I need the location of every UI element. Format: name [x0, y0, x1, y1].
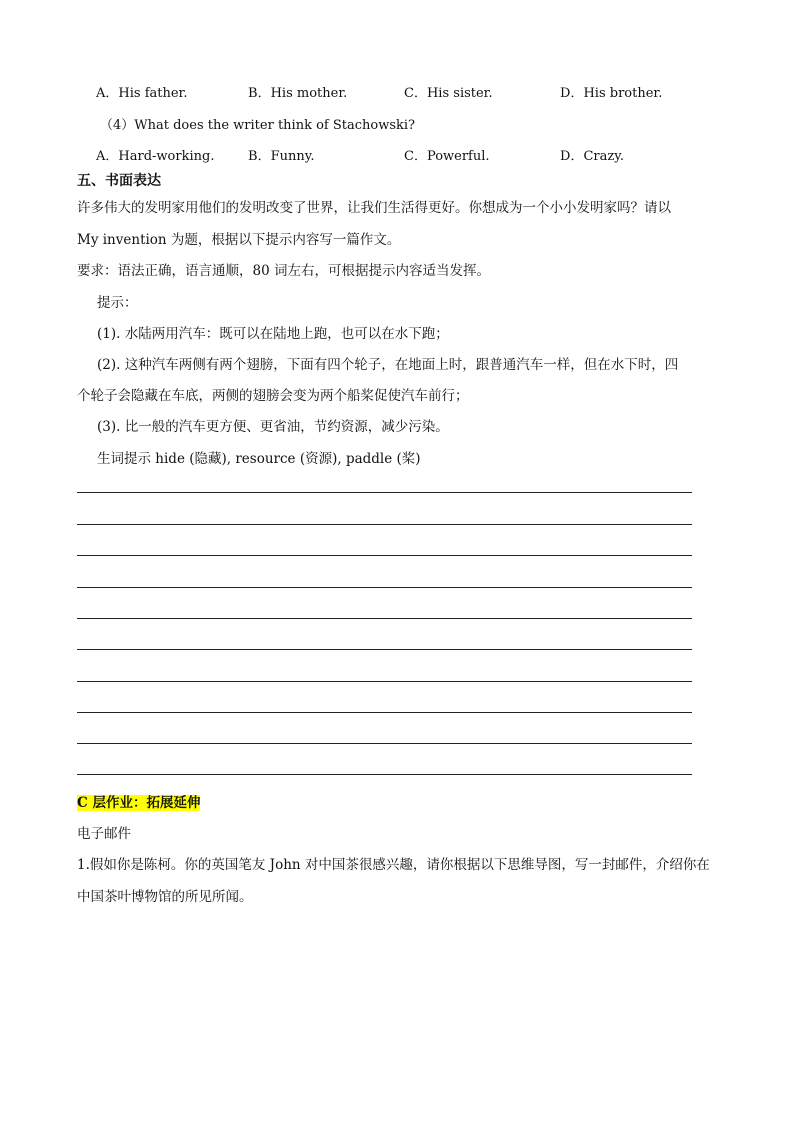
q3-option-d[interactable]: D．His brother.	[560, 86, 663, 101]
writing-line[interactable]	[77, 618, 692, 619]
q4-option-d[interactable]: D．Crazy.	[560, 149, 624, 164]
section5-hint2-line1: (2). 这种汽车两侧有两个翅膀，下面有四个轮子，在地面上时，跟普通汽车一样，但在水下时，四	[97, 357, 679, 373]
writing-line[interactable]	[77, 555, 692, 556]
section5-vocab: 生词提示 hide (隐藏), resource (资源), paddle (桨)	[97, 451, 421, 467]
q4-options	[0, 145, 794, 165]
q3-option-c[interactable]: C．His sister.	[404, 86, 493, 101]
section5-requirement: 要求：语法正确，语言通顺，80 词左右，可根据提示内容适当发挥。	[77, 263, 490, 279]
section5-hint3: (3). 比一般的汽车更方便、更省油，节约资源，减少污染。	[97, 419, 449, 435]
q3-option-b[interactable]: B．His mother.	[248, 86, 348, 101]
q3-options	[0, 82, 794, 102]
section5-intro-line2: My invention 为题，根据以下提示内容写一篇作文。	[77, 232, 401, 248]
writing-line[interactable]	[77, 524, 692, 525]
sectionC-task-line2: 中国茶叶博物馆的所见所闻。	[77, 889, 253, 905]
section5-hint1: (1). 水陆两用汽车：既可以在陆地上跑，也可以在水下跑；	[97, 326, 449, 342]
sectionC-title-highlight: C 层作业：拓展延伸	[77, 795, 201, 811]
writing-line[interactable]	[77, 649, 692, 650]
sectionC-subtitle: 电子邮件	[77, 826, 131, 842]
writing-line[interactable]	[77, 587, 692, 588]
sectionC-title	[77, 791, 200, 811]
writing-line[interactable]	[77, 743, 692, 744]
section5-title: 五、书面表达	[77, 173, 161, 189]
writing-line[interactable]	[77, 712, 692, 713]
writing-line[interactable]	[77, 774, 692, 775]
section5-hint-label: 提示：	[97, 295, 138, 311]
q4-question: （4）What does the writer think of Stachowski?	[100, 118, 416, 133]
q4-option-b[interactable]: B．Funny.	[248, 149, 315, 164]
writing-line[interactable]	[77, 492, 692, 493]
section5-hint2-line2: 个轮子会隐藏在车底，两侧的翅膀会变为两个船桨促使汽车前行；	[77, 388, 469, 404]
q4-option-c[interactable]: C．Powerful.	[404, 149, 490, 164]
section5-intro-line1: 许多伟大的发明家用他们的发明改变了世界，让我们生活得更好。你想成为一个小小发明家吗？请以	[77, 200, 671, 216]
q3-option-a[interactable]: A．His father.	[96, 86, 188, 101]
sectionC-task-line1: 1.假如你是陈柯。你的英国笔友 John 对中国茶很感兴趣，请你根据以下思维导图，写一封邮件，介绍你在	[77, 857, 710, 873]
q4-option-a[interactable]: A．Hard-working.	[96, 149, 215, 164]
writing-line[interactable]	[77, 681, 692, 682]
